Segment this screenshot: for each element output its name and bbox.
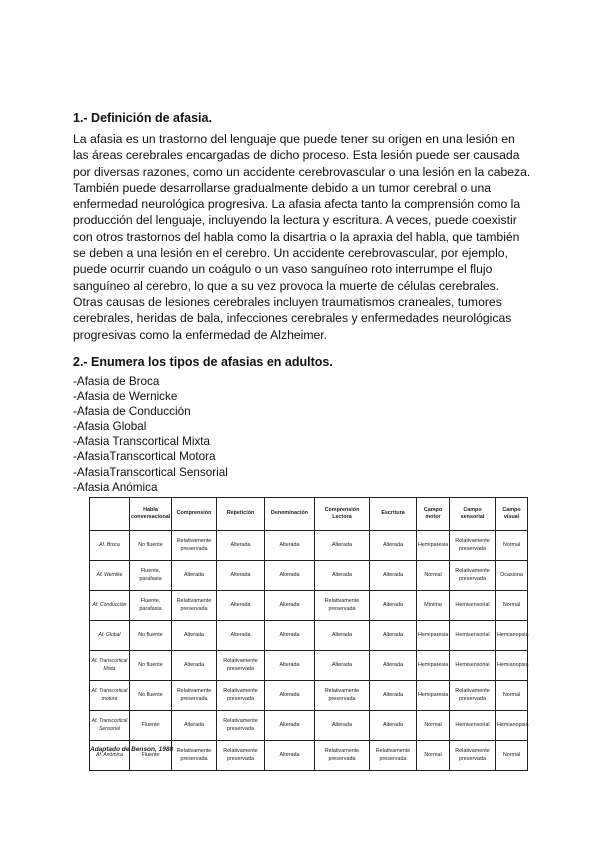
section-1-heading: 1.- Definición de afasia.	[73, 111, 212, 125]
table-cell: Hemiparesia	[417, 531, 450, 561]
table-row	[90, 621, 528, 651]
row-label-cell: Af. Anómica	[90, 741, 130, 771]
table-cell: Normal	[417, 711, 450, 741]
row-label-cell: Af. Transcortical Sensorial	[90, 711, 130, 741]
table-cell: Alterada	[172, 561, 217, 591]
table-cell: Hemiparesia	[417, 651, 450, 681]
aphasia-types-list	[73, 374, 228, 495]
table-cell: Alterada	[370, 621, 417, 651]
table-cell: Relativamente preservada	[370, 741, 417, 771]
row-label-cell: Af. Transcortical motora	[90, 681, 130, 711]
table-cell: Relativamente preservada	[450, 531, 496, 561]
table-cell: Relativamente preservada	[315, 741, 370, 771]
table-cell: Normal	[496, 591, 528, 621]
list-item: -Afasia de Wernicke	[73, 390, 178, 404]
table-cell: Alterada	[370, 561, 417, 591]
table-cell: Alterada	[370, 711, 417, 741]
table-cell: Alterada	[217, 561, 265, 591]
table-cell: Alterada	[217, 531, 265, 561]
table-cell: Alterada	[315, 621, 370, 651]
table-cell: Alterada	[172, 651, 217, 681]
paragraph-line: sanguíneo al cerebro, lo que a su vez provoca la muerte de células cerebrales.	[73, 278, 500, 293]
aphasia-comparison-table	[89, 497, 528, 771]
paragraph-line: La afasia es un trastorno del lenguaje que puede tener su origen en una lesión en	[73, 132, 515, 146]
table-cell: Normal	[496, 681, 528, 711]
table-cell: Relativamente preservada	[315, 681, 370, 711]
table-cell: Hemianopsia	[496, 711, 528, 741]
table-cell: Alterada	[315, 651, 370, 681]
table-row	[90, 711, 528, 741]
row-label-cell: Af. Transcortical Mixta	[90, 651, 130, 681]
table-cell: Alterada	[265, 561, 315, 591]
table-header-cell: Repetición	[217, 498, 265, 531]
table-header-cell	[90, 498, 130, 531]
table-cell: Alterada	[370, 651, 417, 681]
table-row	[90, 591, 528, 621]
row-label-cell: Af. Broca	[90, 531, 130, 561]
table-cell: Relativamente preservada	[450, 741, 496, 771]
table-cell: Alterada	[217, 591, 265, 621]
table-cell: Hemisensorial	[450, 651, 496, 681]
paragraph-line: puede ocurrir cuando un coágulo o un vaso sanguíneo roto interrumpe el flujo	[73, 262, 493, 277]
table-cell: Alterada	[315, 561, 370, 591]
table-cell: Relativamente preservada	[450, 561, 496, 591]
row-label-cell: Af. Wernike	[90, 561, 130, 591]
table-cell: Relativamente preservada	[217, 711, 265, 741]
table-cell: Relativamente preservada	[217, 651, 265, 681]
table-cell: No fluente	[130, 651, 172, 681]
table-cell: Alterada	[265, 591, 315, 621]
table-row	[90, 531, 528, 561]
table-cell: Ocasiona	[496, 561, 528, 591]
table-cell: Alterada	[265, 621, 315, 651]
paragraph-line: Otras causas de lesiones cerebrales incluyen traumatismos craneales, tumores	[73, 294, 502, 309]
paragraph-line: producción del lenguaje, incluyendo la lectura y escritura. A veces, puede coexistir	[73, 213, 517, 228]
table-cell: No fluente	[130, 621, 172, 651]
table-header-cell: Campo motor	[417, 498, 450, 531]
table-cell: Relativamente preservada	[172, 591, 217, 621]
table-cell: Relativamente preservada	[315, 591, 370, 621]
table-cell: Fluente, parafasia	[130, 591, 172, 621]
table-header-row	[90, 498, 528, 531]
table-row	[90, 561, 528, 591]
table-cell: Alterada	[315, 711, 370, 741]
table-cell: Normal	[417, 741, 450, 771]
table-header-cell: Campo sensorial	[450, 498, 496, 531]
table-cell: Hemianopsia	[496, 651, 528, 681]
table-cell: Fluente	[130, 741, 172, 771]
table-caption: Adaptado de Benson, 1988	[90, 746, 174, 753]
list-item: -AfasiaTranscortical Sensorial	[73, 465, 228, 479]
table-cell: Relativamente preservada	[217, 741, 265, 771]
list-item: -Afasia Anómica	[73, 480, 158, 494]
paragraph-line: También puede desarrollarse gradualmente debido a un tumor cerebral o una	[73, 180, 492, 195]
row-label-cell: Af. Conducción	[90, 591, 130, 621]
table-header-cell: Denominación	[265, 498, 315, 531]
list-item: -Afasia de Conducción	[73, 405, 191, 419]
paragraph-line: se deben a una lesión en el cerebro. Un accidente cerebrovascular, por ejemplo,	[73, 246, 508, 261]
table-cell: Relativamente preservada	[172, 741, 217, 771]
paragraph-line: enfermedad neurológica progresiva. La afasia afecta tanto la comprensión como la	[73, 197, 521, 212]
paragraph-line: progresivas como la enfermedad de Alzheimer.	[73, 327, 328, 342]
table-cell: Alterada	[172, 621, 217, 651]
table-cell: No fluente	[130, 531, 172, 561]
table-cell: Alterada	[315, 531, 370, 561]
list-item: -Afasia de Broca	[73, 375, 160, 388]
table-cell: Relativamente preservada	[217, 681, 265, 711]
table-cell: Alterada	[265, 531, 315, 561]
table-cell: Hemisensorial	[450, 621, 496, 651]
table-cell: Hemiparesia	[417, 621, 450, 651]
table-cell: Alterada	[265, 651, 315, 681]
table-cell: Alterada	[370, 681, 417, 711]
table-cell: Relativamente preservada	[172, 531, 217, 561]
table-row	[90, 741, 528, 771]
row-label-cell: Af. Global	[90, 621, 130, 651]
table-header-cell: Comprensión	[172, 498, 217, 531]
table-cell: Normal	[496, 741, 528, 771]
section-2-heading: 2.- Enumera los tipos de afasias en adultos.	[73, 355, 333, 369]
table-cell: Hemisensorial	[450, 711, 496, 741]
list-item: -AfasiaTranscortical Motora	[73, 450, 216, 464]
table-cell: Hemiparesia	[417, 681, 450, 711]
list-item: -Afasia Transcortical Mixta	[73, 435, 211, 449]
table-cell: Fluente	[130, 711, 172, 741]
table-header-cell: Comprensión Lectora	[315, 498, 370, 531]
table-header-cell: Escritura	[370, 498, 417, 531]
table-header-cell: Habla conversacional	[130, 498, 172, 531]
table-cell: Relativamente preservada	[172, 681, 217, 711]
paragraph-line: las áreas cerebrales encargadas de dicho proceso. Esta lesión puede ser causada	[73, 148, 520, 163]
table-row	[90, 681, 528, 711]
table-cell: Alterada	[370, 591, 417, 621]
table-cell: Alterada	[370, 531, 417, 561]
table-cell: Alterada	[265, 681, 315, 711]
paragraph-line: por diversas razones, como un accidente cerebrovascular o una lesión en la cabeza.	[73, 164, 531, 179]
table-cell: Hemisensorial	[450, 591, 496, 621]
table-header-cell: Campo visual	[496, 498, 528, 531]
paragraph-line: cerebrales, heridas de bala, infecciones cerebrales y enfermedades neurológicas	[73, 311, 512, 326]
definition-paragraph	[73, 131, 533, 343]
table-cell: Alterada	[265, 711, 315, 741]
table-body	[90, 531, 528, 771]
table-cell: Normal	[417, 561, 450, 591]
table-cell: Alterada	[217, 621, 265, 651]
paragraph-line: con otros trastornos del habla como la disartria o la apraxia del habla, que también	[73, 229, 520, 244]
table-cell: Mínima	[417, 591, 450, 621]
table-cell: Alterada	[265, 741, 315, 771]
table-cell: Hemianopsia	[496, 621, 528, 651]
table-cell: Normal	[496, 531, 528, 561]
list-item: -Afasia Global	[73, 420, 147, 434]
table-cell: Relativamente preservada	[450, 681, 496, 711]
table-cell: No fluente	[130, 681, 172, 711]
table-cell: Alterada	[172, 711, 217, 741]
table-row	[90, 651, 528, 681]
table-cell: Fluente, parafasia	[130, 561, 172, 591]
